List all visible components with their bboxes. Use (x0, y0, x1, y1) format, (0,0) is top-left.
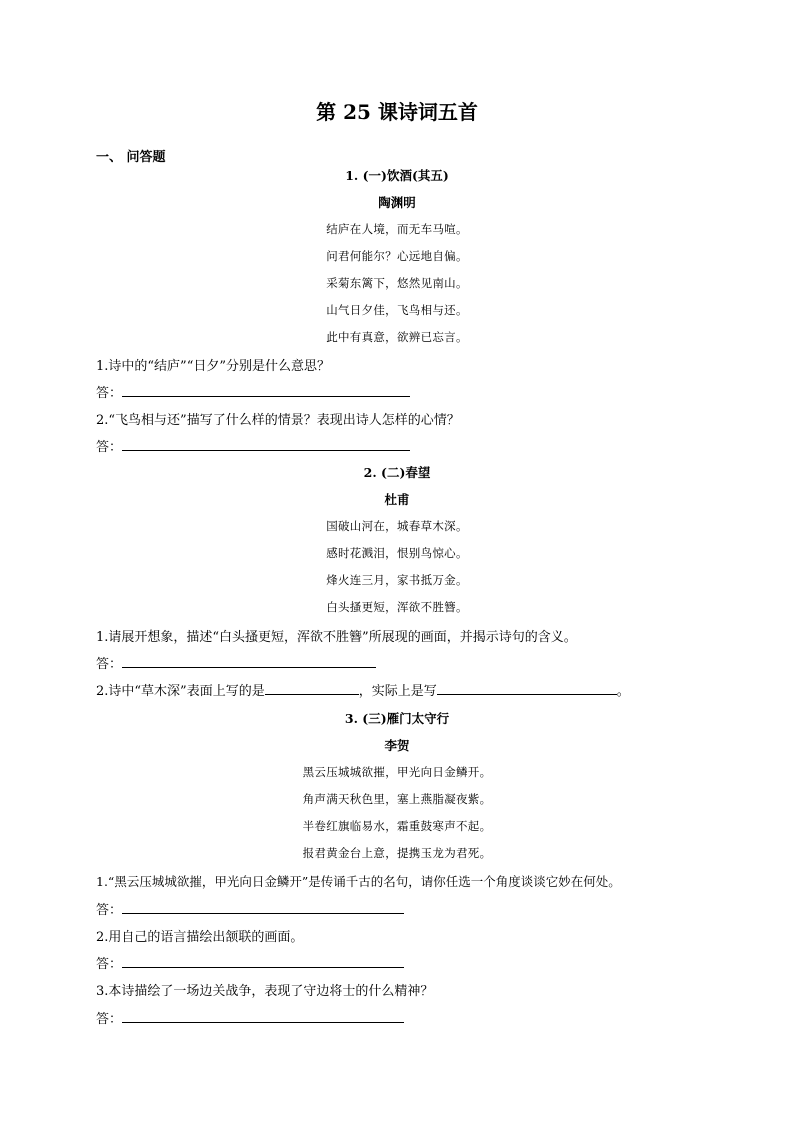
answer-row-3-1 (96, 899, 404, 918)
question-3-1: 1.“黑云压城城欲摧，甲光向日金鳞开”是传诵千古的名句，请你任选一个角度谈谈它妙在何处。 (96, 874, 621, 889)
question-2-1: 1.请展开想象，描述“白头搔更短，浑欲不胜簪”所展现的画面，并揭示诗句的含义。 (96, 630, 577, 645)
fill-blank-1[interactable] (265, 680, 359, 695)
page-title: 第 25 课诗词五首 (316, 100, 478, 124)
answer-row-1-1 (96, 382, 410, 401)
answer-label: 答： (96, 1012, 123, 1027)
fill-middle: ，实际上是写 (358, 684, 437, 699)
section-heading: 一、 问答题 (96, 150, 166, 165)
poem-2-title: 2. (二)春望 (363, 465, 431, 480)
answer-blank[interactable] (122, 899, 404, 914)
question-1-1: 1.诗中的“结庐”“日夕”分别是什么意思？ (96, 359, 330, 374)
poem-3-line-1: 黑云压城城欲摧，甲光向日金鳞开。 (302, 765, 492, 779)
poem-1-line-4: 山气日夕佳，飞鸟相与还。 (326, 303, 468, 317)
answer-label: 答： (96, 657, 123, 672)
question-3-3: 3.本诗描绘了一场边关战争，表现了守边将士的什么精神？ (96, 984, 434, 999)
answer-label: 答： (96, 386, 123, 401)
poem-2-line-2: 感时花溅泪，恨别鸟惊心。 (326, 546, 468, 560)
answer-blank[interactable] (122, 382, 410, 397)
fill-prefix: 2.诗中“草木深”表面上写的是 (96, 684, 265, 699)
poem-2-line-3: 烽火连三月，家书抵万金。 (326, 573, 468, 587)
answer-label: 答： (96, 440, 123, 455)
question-1-2: 2.“飞鸟相与还”描写了什么样的情景？表现出诗人怎样的心情？ (96, 413, 460, 428)
poem-2-line-4: 白头搔更短，浑欲不胜簪。 (326, 600, 468, 614)
answer-blank[interactable] (122, 953, 404, 968)
poem-3-author: 李贺 (384, 738, 410, 753)
answer-row-2-1 (96, 653, 376, 672)
answer-row-1-2 (96, 436, 410, 455)
poem-2-line-1: 国破山河在，城春草木深。 (326, 519, 468, 533)
answer-label: 答： (96, 957, 123, 972)
answer-row-3-3 (96, 1008, 404, 1027)
fill-suffix: 。 (616, 684, 630, 699)
question-2-2 (96, 680, 630, 699)
answer-blank[interactable] (122, 436, 410, 451)
poem-3-line-4: 报君黄金台上意，提携玉龙为君死。 (302, 846, 492, 860)
poem-3-line-3: 半卷红旗临易水，霜重鼓寒声不起。 (302, 819, 492, 833)
poem-1-line-2: 问君何能尔？心远地自偏。 (326, 249, 468, 263)
answer-blank[interactable] (122, 653, 376, 668)
poem-3-title: 3. (三)雁门太守行 (344, 711, 450, 726)
poem-1-line-5: 此中有真意，欲辨已忘言。 (326, 330, 468, 344)
poem-1-author: 陶渊明 (378, 195, 416, 210)
poem-3-line-2: 角声满天秋色里，塞上燕脂凝夜紫。 (302, 792, 492, 806)
question-3-2: 2.用自己的语言描绘出颔联的画面。 (96, 930, 304, 945)
answer-row-3-2 (96, 953, 404, 972)
answer-label: 答： (96, 903, 123, 918)
poem-1-title: 1. (一)饮酒(其五) (345, 168, 449, 183)
poem-1-line-1: 结庐在人境，而无车马喧。 (326, 222, 468, 236)
fill-blank-2[interactable] (437, 680, 617, 695)
poem-2-author: 杜甫 (384, 492, 410, 507)
poem-1-line-3: 采菊东篱下，悠然见南山。 (326, 276, 468, 290)
answer-blank[interactable] (122, 1008, 404, 1023)
